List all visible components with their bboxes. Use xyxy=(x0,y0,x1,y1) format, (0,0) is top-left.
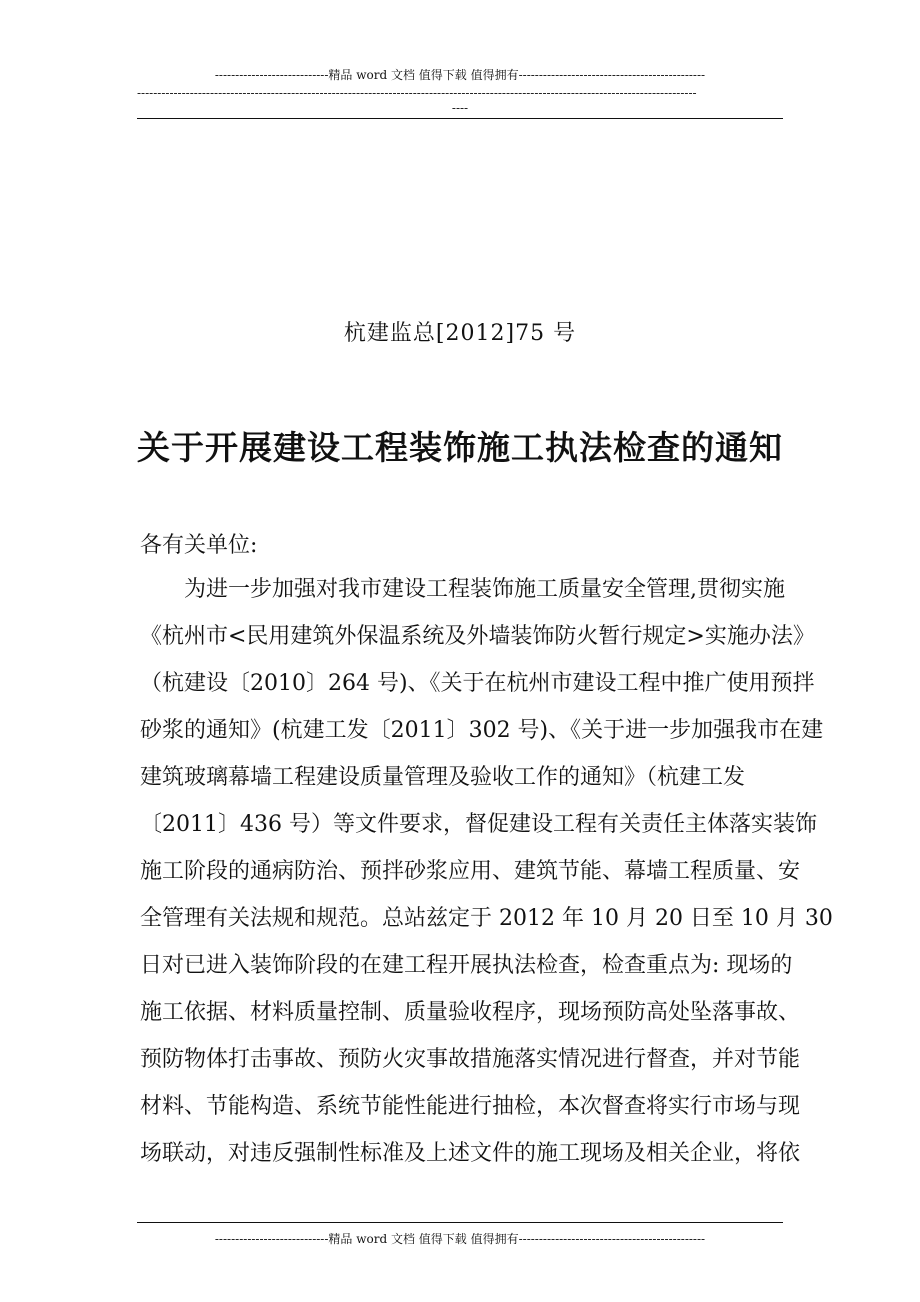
body-line: 施工阶段的通病防治、预拌砂浆应用、建筑节能、幕墙工程质量、安 xyxy=(140,859,801,884)
body-line: 日对已进入装饰阶段的在建工程开展执法检查，检查重点为: 现场的 xyxy=(140,953,793,978)
body-line: 建筑玻璃幕墙工程建设质量管理及验收工作的通知》（杭建工发 xyxy=(140,765,746,790)
document-number: 杭建监总[2012]75 号 xyxy=(343,321,577,346)
body-line: 场联动，对违反强制性标准及上述文件的施工现场及相关企业，将依 xyxy=(140,1141,801,1166)
body-line: 为进一步加强对我市建设工程装饰施工质量安全管理,贯彻实施 xyxy=(184,577,785,602)
header-dash-line: ------------------------------------------------------------------------------------------------------------------------------------------ xyxy=(137,86,697,100)
footer-banner: ----------------------------精品 word 文档 值得下载 值得拥有---------------------------------------------- xyxy=(214,1232,706,1246)
footer-rule xyxy=(137,1222,783,1223)
body-line: 《杭州市<民用建筑外保温系统及外墙装饰防火暂行规定>实施办法》 xyxy=(140,624,815,649)
salutation: 各有关单位: xyxy=(140,533,258,558)
document-title: 关于开展建设工程装饰施工执法检查的通知 xyxy=(137,428,783,467)
body-line: 〔2011〕436 号）等文件要求，督促建设工程有关责任主体落实装饰 xyxy=(140,812,817,837)
header-dash-tail: ---- xyxy=(451,101,469,115)
body-line: 材料、节能构造、系统节能性能进行抽检，本次督查将实行市场与现 xyxy=(140,1094,801,1119)
body-line: 砂浆的通知》(杭建工发〔2011〕302 号)、《关于进一步加强我市在建 xyxy=(140,718,824,743)
body-line: 预防物体打击事故、预防火灾事故措施落实情况进行督查，并对节能 xyxy=(140,1047,801,1072)
body-text xyxy=(140,570,833,1181)
header-banner: ----------------------------精品 word 文档 值得下载 值得拥有---------------------------------------------- xyxy=(214,68,706,82)
body-line: 施工依据、材料质量控制、质量验收程序，现场预防高处坠落事故、 xyxy=(140,1000,801,1025)
body-line: 全管理有关法规和规范。总站兹定于 2012 年 10 月 20 日至 10 月 30 xyxy=(140,906,833,931)
header-rule xyxy=(137,118,783,119)
body-line: （杭建设〔2010〕264 号)、《关于在杭州市建设工程中推广使用预拌 xyxy=(140,671,815,696)
